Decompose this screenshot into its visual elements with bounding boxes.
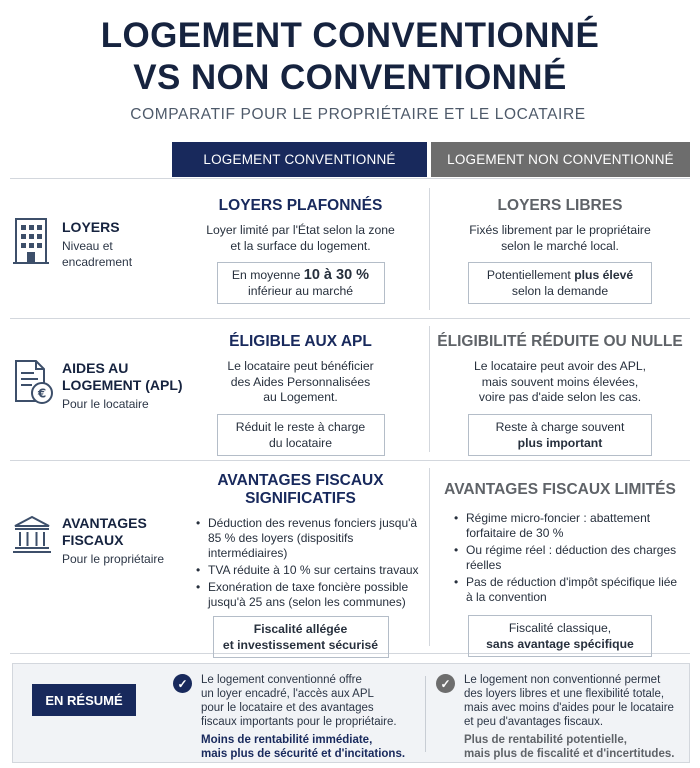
summary-line: un loyer encadré, l'accès aux APL <box>201 688 374 700</box>
euro-document-icon <box>12 359 54 410</box>
list-item: • Déduction des revenus fonciers jusqu'à 85 % des loyers (dispositifs intermédiaires) <box>194 516 419 561</box>
check-circle-icon: ✓ <box>173 674 192 693</box>
row-title-line: LOGEMENT (APL) <box>62 377 183 393</box>
summary-body <box>201 673 421 729</box>
row-label-loyers <box>62 219 132 270</box>
box-line: sans avantage spécifique <box>486 637 634 651</box>
summary-panel <box>12 663 690 763</box>
bank-icon <box>12 514 52 559</box>
highlight-box <box>468 262 652 304</box>
cell-heading <box>172 472 429 508</box>
box-line <box>226 267 376 283</box>
column-header-non-conventionne: LOGEMENT NON CONVENTIONNÉ <box>431 142 690 177</box>
svg-text:€: € <box>37 386 47 401</box>
cell-loyers-non-conventionne <box>430 197 690 304</box>
box-line: selon la demande <box>511 284 609 298</box>
list-item: • Pas de réduction d'impôt spécifique liée à la convention <box>452 575 682 605</box>
summary-line: des loyers libres et une flexibilité totale, <box>464 688 665 700</box>
highlight-box <box>217 262 385 304</box>
cell-heading: ÉLIGIBLE AUX APL <box>229 333 372 350</box>
row-divider <box>10 178 690 179</box>
summary-line: Le logement non conventionné permet <box>464 674 661 686</box>
column-header-conventionne: LOGEMENT CONVENTIONNÉ <box>172 142 427 177</box>
box-line: Reste à charge souvent <box>495 419 625 434</box>
list-item: • Exonération de taxe foncière possible jusqu'à 25 ans (selon les communes) <box>194 580 419 610</box>
highlight-box <box>217 414 385 456</box>
check-circle-icon: ✓ <box>436 674 455 693</box>
page-subtitle: COMPARATIF POUR LE PROPRIÉTAIRE ET LE LOCATAIRE <box>130 106 586 123</box>
cell-description <box>172 223 429 254</box>
summary-body <box>464 673 686 729</box>
box-line: inférieur au marché <box>248 284 353 298</box>
row-subtitle: Pour le propriétaire <box>62 552 165 566</box>
description-line: Le locataire peut bénéficier <box>227 359 374 373</box>
summary-line: mais plus de sécurité et d'incitations. <box>201 748 406 760</box>
list-item: • Régime micro-foncier : abattement forfaitaire de 30 % <box>452 511 682 541</box>
row-subtitle-line: encadrement <box>62 255 133 269</box>
row-label-fiscaux <box>62 515 164 567</box>
description-line: voire pas d'aide selon les cas. <box>478 390 642 404</box>
description-line: des Aides Personnalisées <box>230 374 371 389</box>
row-label-aides <box>62 360 183 412</box>
box-line: plus important <box>517 435 603 450</box>
row-title: LOYERS <box>62 219 120 235</box>
summary-conclusion <box>464 733 686 761</box>
cell-heading: AVANTAGES FISCAUX LIMITÉS <box>444 481 676 498</box>
cell-heading: ÉLIGIBILITÉ RÉDUITE OU NULLE <box>437 333 683 350</box>
row-title <box>62 515 164 549</box>
summary-line: Plus de rentabilité potentielle, <box>464 734 627 746</box>
row-subtitle <box>62 238 132 270</box>
heading-line: AVANTAGES FISCAUX <box>217 472 384 489</box>
summary-line: et peu d'avantages fiscaux. <box>464 716 604 728</box>
description-line: Fixés librement par le propriétaire <box>469 223 651 237</box>
heading-line: SIGNIFICATIFS <box>245 490 356 507</box>
row-title <box>62 360 183 394</box>
summary-line: Moins de rentabilité immédiate, <box>201 734 373 746</box>
box-text: Potentiellement <box>486 268 575 282</box>
box-line: Fiscalité classique, <box>508 621 612 635</box>
row-subtitle: Pour le locataire <box>62 397 149 411</box>
cell-description <box>430 223 690 254</box>
description-line: et la surface du logement. <box>230 238 371 253</box>
page-title-line-1: LOGEMENT CONVENTIONNÉ <box>100 16 600 55</box>
summary-line: mais avec moins d'aides pour le locataire <box>464 702 674 714</box>
description-line: au Logement. <box>263 390 338 404</box>
box-text: En moyenne <box>231 268 304 282</box>
bullet-list <box>172 516 429 610</box>
cell-fiscaux-non-conventionne <box>430 481 690 657</box>
cell-heading: LOYERS LIBRES <box>497 197 623 214</box>
description-line: Le locataire peut avoir des APL, <box>473 359 647 373</box>
highlight-box <box>213 616 389 658</box>
page-title-line-2: VS NON CONVENTIONNÉ <box>133 58 567 97</box>
box-line: Réduit le reste à charge <box>235 419 366 434</box>
row-divider <box>10 460 690 461</box>
summary-conventionne <box>201 673 421 761</box>
summary-line: mais plus de fiscalité et d'incertitudes. <box>464 748 675 760</box>
cell-description <box>430 359 690 406</box>
summary-line: fiscaux importants pour le propriétaire. <box>201 716 397 728</box>
summary-line: pour le locataire et des avantages <box>201 702 374 714</box>
box-line: Fiscalité allégée <box>253 622 348 636</box>
row-subtitle-line: Niveau et <box>62 239 113 253</box>
list-item: • TVA réduite à 10 % sur certains travaux <box>194 563 419 578</box>
row-title-line: AVANTAGES <box>62 515 147 531</box>
description-line: Loyer limité par l'État selon la zone <box>206 223 395 237</box>
cell-heading: LOYERS PLAFONNÉS <box>218 197 383 214</box>
cell-description <box>172 359 429 406</box>
summary-divider <box>425 676 426 752</box>
description-line: selon le marché local. <box>501 238 619 253</box>
cell-fiscaux-conventionne <box>172 472 429 658</box>
highlight-box <box>468 615 652 657</box>
row-title-line: AIDES AU <box>62 360 129 376</box>
highlight-box <box>468 414 652 456</box>
summary-badge: EN RÉSUMÉ <box>32 684 136 716</box>
box-highlight: 10 à 30 % <box>303 267 370 283</box>
box-line <box>477 267 643 283</box>
description-line: mais souvent moins élevées, <box>481 374 639 389</box>
cell-aides-conventionne <box>172 333 429 456</box>
building-icon <box>12 215 50 270</box>
bullet-list <box>430 511 690 605</box>
summary-line: Le logement conventionné offre <box>201 674 362 686</box>
cell-loyers-conventionne <box>172 197 429 304</box>
row-divider <box>10 318 690 319</box>
summary-non-conventionne <box>464 673 686 761</box>
box-line: du locataire <box>268 435 332 450</box>
list-item: • Ou régime réel : déduction des charges réelles <box>452 543 682 573</box>
row-title-line: FISCAUX <box>62 532 124 548</box>
cell-aides-non-conventionne <box>430 333 690 456</box>
box-highlight: plus élevé <box>574 268 634 282</box>
box-line: et investissement sécurisé <box>222 638 379 652</box>
summary-conclusion <box>201 733 421 761</box>
